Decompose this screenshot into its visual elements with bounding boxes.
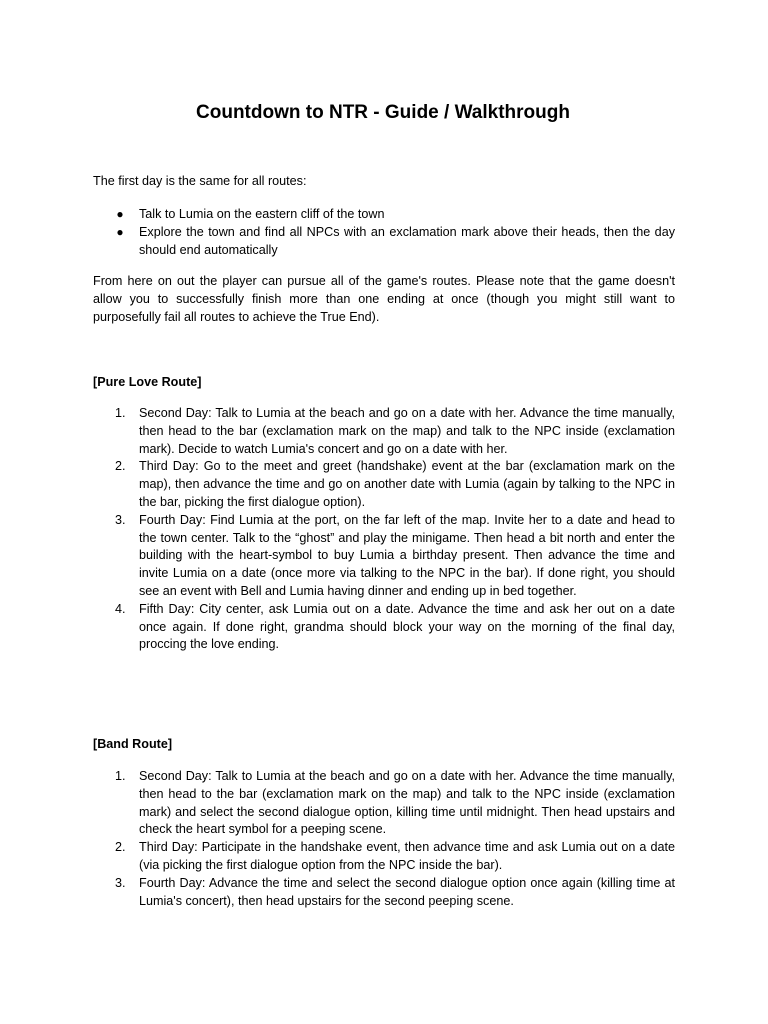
step-number: 3. [115, 512, 126, 527]
list-item [93, 206, 675, 224]
list-item [93, 405, 675, 458]
band-steps [93, 768, 675, 910]
list-item [93, 768, 675, 839]
list-item [93, 224, 675, 260]
step-text: Third Day: Participate in the handshake event, then advance time and ask Lumia out on a date (via picking the first dialogue option from the NPC inside the bar). [139, 840, 675, 872]
list-item [93, 458, 675, 511]
step-number: 4. [115, 601, 126, 616]
step-text: Fifth Day: City center, ask Lumia out on a date. Advance the time and ask her out on a date once again. If done right, grandma should block your way on the morning of the final day, proccing the love ending. [139, 601, 675, 652]
list-item [93, 875, 675, 911]
list-item [93, 839, 675, 875]
bullet-icon: ● [116, 224, 124, 239]
pure-love-heading-block [93, 374, 675, 392]
step-number: 2. [115, 840, 126, 855]
routes-note [93, 273, 675, 326]
step-text: Fourth Day: Find Lumia at the port, on the far left of the map. Invite her to a date and head to the town center. Talk to the “ghost” and play the minigame. Then head a bit north and enter the building with the heart-symbol to buy Lumia a birthday present. Then advance the time and invite Lumia on a date (once more via talking to the NPC in the bar). If done right, you should see an event with Bell and Lumia having dinner and ending up in bed together. [139, 512, 675, 598]
list-item-text: Explore the town and find all NPCs with an exclamation mark above their heads, then the day should end automatically [139, 224, 675, 257]
step-text: Second Day: Talk to Lumia at the beach and go on a date with her. Advance the time manually, then head to the bar (exclamation mark on the map) and talk to the NPC inside (exclamation mark) and select the second dialogue option, killing time until midnight. Then head upstairs and check the heart symbol for a peeping scene. [139, 769, 675, 837]
routes-note-paragraph: From here on out the player can pursue all of the game's routes. Please note that the game doesn't allow you to successfully finish more than one ending at once (though you might still want to purposefully fail all routes to achieve the True End). [93, 274, 675, 324]
step-number: 1. [115, 406, 126, 420]
intro-paragraph: The first day is the same for all routes: [93, 174, 307, 188]
step-text: Fourth Day: Advance the time and select the second dialogue option once again (killing time at Lumia's concert), then head upstairs for the second peeping scene. [139, 875, 675, 908]
intro-text [93, 173, 675, 191]
step-number: 3. [115, 875, 126, 890]
bullet-icon: ● [116, 207, 124, 221]
document-title: Countdown to NTR - Guide / Walkthrough [196, 102, 570, 123]
band-heading-block [93, 736, 675, 754]
step-text: Second Day: Talk to Lumia at the beach and go on a date with her. Advance the time manually, then head to the bar (exclamation mark on the map) and talk to the NPC inside (exclamation mark). Decide to watch Lumia's concert and go on a date with her. [139, 406, 675, 456]
pure-love-route-heading: [Pure Love Route] [93, 375, 202, 389]
list-item [93, 512, 675, 601]
pure-love-steps [93, 405, 675, 654]
list-item [93, 601, 675, 654]
step-number: 1. [115, 769, 126, 783]
band-route-heading: [Band Route] [93, 737, 173, 751]
first-day-list [93, 206, 675, 259]
step-number: 2. [115, 459, 126, 474]
list-item-text: Talk to Lumia on the eastern cliff of the town [139, 207, 385, 221]
step-text: Third Day: Go to the meet and greet (handshake) event at the bar (exclamation mark on the map), then advance the time and go on another date with Lumia (again by talking to the NPC in the bar, picking the first dialogue option). [139, 459, 675, 509]
